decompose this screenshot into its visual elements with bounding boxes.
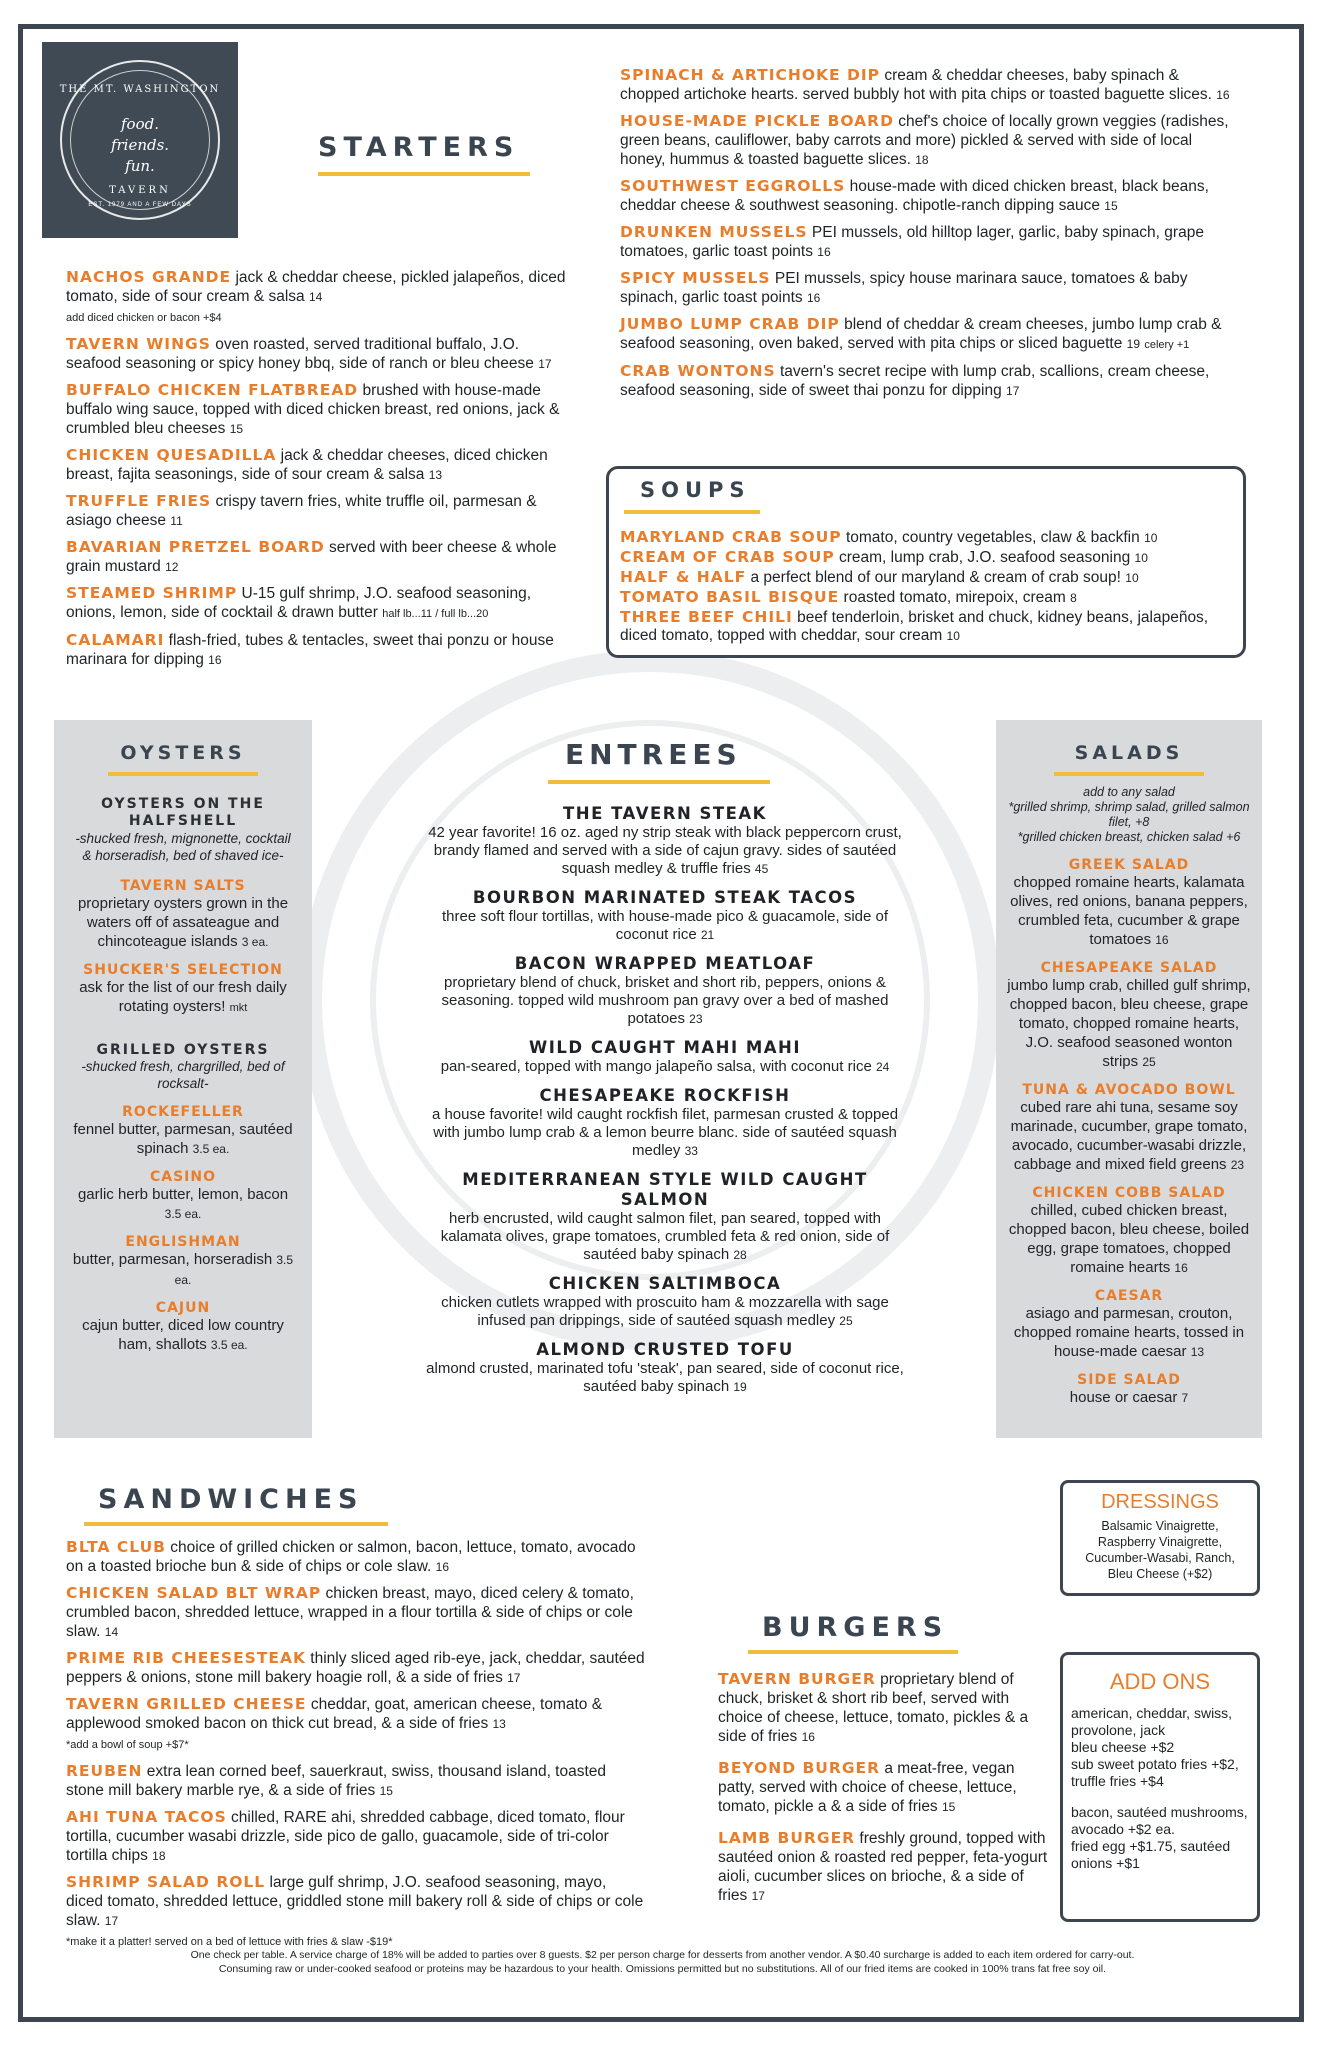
item-price: 17 [751, 1889, 765, 1903]
salad-addon-seafood: *grilled shrimp, shrimp salad, grilled salmon filet, +8 [1008, 800, 1250, 829]
item-name: THREE BEEF CHILI [620, 608, 793, 626]
entree-desc-text: 42 year favorite! 16 oz. aged ny strip steak with black peppercorn crust, brandy flamed and served with a side of cajun gravy. sides of sautéed squash medley & truffle fries [428, 824, 902, 877]
item-price: 13 [428, 468, 443, 482]
oysters-underline [108, 772, 258, 776]
logo-tagline-fun: fun. [125, 157, 155, 175]
item-desc: crispy tavern fries, white truffle oil, parmesan & asiago cheese [66, 493, 537, 529]
addon-egg-onions: fried egg +$1.75, sautéed onions +$1 [1071, 1838, 1231, 1871]
item-desc: chicken breast, mayo, diced celery & tomato, crumbled bacon, shredded lettuce, wrapped in a flour tortilla & side of chips or cole slaw. [66, 1585, 634, 1640]
item-price: 18 [152, 1849, 166, 1863]
oyster-desc-text: cajun butter, diced low country ham, shallots [82, 1317, 284, 1353]
item-price: half lb...11 / full lb...20 [382, 608, 489, 620]
oyster-desc-text: proprietary oysters grown in the waters off of assateague and chincoteague islands [77, 895, 289, 950]
item-price: 15 [942, 1800, 956, 1814]
logo-tagline-friends: friends. [110, 136, 170, 154]
oyster-name: SHUCKER'S SELECTION [83, 962, 283, 978]
menu-item [620, 269, 1240, 308]
entree-name: BOURBON MARINATED STEAK TACOS [472, 888, 858, 907]
footer-line-2: Consuming raw or under-cooked seafood or proteins may be hazardous to your health. Omissions permitted but no substitutions. All of our fried items are cooked in 100% trans fat free soy oil. [218, 1963, 1107, 1975]
entree-desc [425, 908, 905, 944]
item-price: 8 [1070, 591, 1077, 605]
item-desc: cream, lump crab, J.O. seafood seasoning [834, 549, 1135, 566]
salad-price: 16 [1155, 933, 1169, 947]
item-note: *add a bowl of soup +$7* [66, 1739, 189, 1751]
item-name: TAVERN BURGER [718, 1670, 876, 1688]
salad-addon-heading: add to any salad [1083, 785, 1175, 799]
entree-desc [425, 1058, 905, 1076]
salad-desc-text: jumbo lump crab, chilled gulf shrimp, chopped bacon, bleu cheese, grape tomato, chopped romaine hearts, J.O. seafood seasoned wonton strips [1007, 977, 1251, 1070]
item-price: 17 [538, 357, 552, 371]
entree-desc [425, 824, 905, 878]
entree-name: MEDITERRANEAN STYLE WILD CAUGHT SALMON [462, 1170, 868, 1209]
entree-price: 28 [733, 1248, 747, 1262]
oyster-price: 3.5 ea. [164, 1207, 202, 1221]
item-price: 16 [806, 291, 821, 305]
item-price: 10 [1144, 531, 1158, 545]
menu-item [620, 568, 1240, 587]
logo-bottom-text: TAVERN [109, 185, 171, 196]
item-name: HOUSE-MADE PICKLE BOARD [620, 112, 894, 130]
sandwiches-underline [84, 1522, 388, 1526]
salad-desc-text: cubed rare ahi tuna, sesame soy marinade, cucumber, grape tomato, avocado, cucumber-wasabi drizzle, cabbage and mixed field greens [1010, 1099, 1248, 1173]
entree-desc-text: herb encrusted, wild caught salmon filet, pan seared, topped with kalamata olives, grape tomatoes, crumbled feta & red onion, side of sautéed baby spinach [440, 1210, 890, 1263]
salad-desc-text: house or caesar [1069, 1389, 1182, 1406]
item-price: 15 [379, 1784, 393, 1798]
soups-underline [624, 510, 760, 514]
item-desc: flash-fried, tubes & tentacles, sweet thai ponzu or house marinara for dipping [66, 632, 554, 668]
soups-list [620, 528, 1240, 646]
logo-tagline-food: food. [121, 115, 159, 133]
item-name: JUMBO LUMP CRAB DIP [620, 315, 840, 333]
item-note: celery +1 [1144, 339, 1190, 351]
addons-box [1060, 1652, 1260, 1922]
menu-item [620, 112, 1240, 170]
entree-desc [425, 1294, 905, 1330]
menu-item [66, 268, 566, 328]
grilled-heading: GRILLED OYSTERS [96, 1042, 270, 1058]
soups-heading: SOUPS [640, 478, 751, 502]
addons-heading: ADD ONS [1109, 1669, 1211, 1694]
salad-name: CAESAR [1094, 1288, 1164, 1304]
menu-item [620, 223, 1240, 262]
oyster-desc-text: fennel butter, parmesan, sautéed spinach [73, 1121, 293, 1157]
oyster-name: CAJUN [155, 1300, 211, 1316]
salad-price: 23 [1230, 1158, 1245, 1172]
salad-name: TUNA & AVOCADO BOWL [1022, 1082, 1236, 1098]
entree-desc-text: proprietary blend of chuck, brisket and short rib, peppers, onions & seasoning. topped wild mushroom pan gravy over a bed of mashed potatoes [441, 974, 889, 1027]
item-desc: tomato, country vegetables, claw & backfin [841, 529, 1145, 546]
oyster-price: 3.5 ea. [210, 1338, 248, 1352]
sandwiches-list [66, 1538, 646, 1959]
sandwiches-heading: SANDWICHES [98, 1484, 364, 1515]
item-desc: cheddar, goat, american cheese, tomato & applewood smoked bacon on thick cut bread, & a side of fries [66, 1696, 603, 1732]
item-desc: served with beer cheese & whole grain mustard [66, 539, 557, 575]
dressings-box [1060, 1480, 1260, 1596]
item-desc: blend of cheddar & cream cheeses, jumbo lump crab & seafood seasoning, oven baked, served with pita chips or sliced baguette [620, 316, 1222, 352]
item-price: 17 [104, 1914, 119, 1928]
item-desc: extra lean corned beef, sauerkraut, swiss, thousand island, toasted stone mill bakery marble rye, & a side of fries [66, 1763, 607, 1799]
oyster-desc [72, 1316, 294, 1355]
item-price: 16 [208, 653, 222, 667]
addon-toppings: bacon, sautéed mushrooms, avocado +$2 ea. [1071, 1804, 1248, 1837]
oysters-panel [54, 720, 312, 1438]
dressings-list: Balsamic Vinaigrette, Raspberry Vinaigrette, Cucumber-Wasabi, Ranch, Bleu Cheese (+$2) [1085, 1519, 1235, 1581]
oyster-price: 3.5 ea. [174, 1253, 294, 1287]
menu-item [66, 381, 566, 439]
salads-heading: SALADS [1074, 742, 1184, 764]
menu-item [66, 1873, 646, 1952]
salad-desc [1006, 873, 1252, 950]
addon-bleu: bleu cheese +$2 [1071, 1739, 1175, 1755]
entree-desc-text: pan-seared, topped with mango jalapeño salsa, with coconut rice [440, 1058, 876, 1075]
item-desc: choice of grilled chicken or salmon, bacon, lettuce, tomato, avocado on a toasted brioche bun & side of chips or cole slaw. [66, 1539, 636, 1575]
entree-price: 21 [700, 928, 715, 942]
burgers-list [718, 1670, 1048, 1913]
addon-cheeses: american, cheddar, swiss, provolone, jack [1071, 1705, 1233, 1738]
footer-line-1: One check per table. A service charge of 18% will be added to parties over 8 guests. $2 per person charge for desserts from another vendor. A $0.40 surcharge is added to each item ordered for carry-out. [190, 1949, 1135, 1961]
item-name: MARYLAND CRAB SOUP [620, 528, 842, 546]
oysters-heading: OYSTERS [120, 742, 246, 764]
oyster-desc [72, 978, 294, 1018]
salad-name: CHICKEN COBB SALAD [1032, 1185, 1226, 1201]
item-price: 16 [801, 1730, 815, 1744]
entree-price: 23 [689, 1012, 703, 1026]
salad-addon-chicken: *grilled chicken breast, chicken salad +6 [1017, 830, 1241, 844]
entree-desc-text: three soft flour tortillas, with house-made pico & guacamole, side of coconut rice [441, 908, 889, 943]
menu-item [620, 608, 1240, 645]
item-price: 16 [817, 245, 831, 259]
item-price: 18 [915, 153, 929, 167]
menu-item [620, 66, 1240, 105]
item-name: BEYOND BURGER [718, 1759, 881, 1777]
entree-name: CHESAPEAKE ROCKFISH [539, 1086, 791, 1105]
oyster-price: mkt [229, 1002, 248, 1014]
salad-name: CHESAPEAKE SALAD [1040, 960, 1218, 976]
item-desc: roasted tomato, mirepoix, cream [839, 589, 1071, 606]
item-price: 10 [1125, 571, 1139, 585]
item-desc: jack & cheddar cheeses, diced chicken breast, fajita seasonings, side of sour cream & salsa [66, 447, 548, 483]
item-name: CHICKEN QUESADILLA [66, 446, 277, 464]
item-name: CHICKEN SALAD BLT WRAP [66, 1584, 322, 1602]
menu-item [66, 335, 566, 374]
salad-price: 25 [1142, 1055, 1156, 1069]
oyster-name: ROCKEFELLER [122, 1104, 244, 1120]
item-desc: house-made with diced chicken breast, black beans, cheddar cheese & southwest seasoning. chipotle-ranch dipping sauce [620, 178, 1209, 214]
item-name: TRUFFLE FRIES [66, 492, 212, 510]
item-desc: large gulf shrimp, J.O. seafood seasoning, mayo, diced tomato, shredded lettuce, griddled stone mill bakery roll & side of chips or cole slaw. [66, 1874, 644, 1929]
entree-name: BACON WRAPPED MEATLOAF [514, 954, 816, 973]
item-desc: tavern's secret recipe with lump crab, scallions, cream cheese, seafood seasoning, side of sweet thai ponzu for dipping [620, 363, 1210, 399]
item-name: BLTA CLUB [66, 1538, 166, 1556]
entrees-underline [548, 780, 770, 784]
item-desc: brushed with house-made buffalo wing sauce, topped with diced chicken breast, red onions, jack & crumbled bleu cheeses [66, 382, 560, 437]
item-price: 11 [170, 514, 183, 528]
entree-desc [425, 1360, 905, 1396]
item-name: SHRIMP SALAD ROLL [66, 1873, 266, 1891]
logo-top-text: THE MT. WASHINGTON [59, 84, 221, 95]
burgers-heading: BURGERS [762, 1612, 949, 1643]
entree-name: WILD CAUGHT MAHI MAHI [529, 1038, 801, 1057]
item-note: *make it a platter! served on a bed of lettuce with fries & slaw -$19* [66, 1936, 393, 1948]
entree-price: 19 [733, 1380, 747, 1394]
entree-desc-text: chicken cutlets wrapped with proscuito ham & mozzarella with sage infused pan drippings, side of sautéed squash medley [441, 1294, 889, 1329]
starters-left-list [66, 268, 566, 677]
item-price: 16 [435, 1560, 449, 1574]
oyster-name: TAVERN SALTS [120, 878, 246, 894]
salad-desc [1006, 1388, 1252, 1408]
item-name: REUBEN [66, 1762, 143, 1780]
item-name: DRUNKEN MUSSELS [620, 223, 808, 241]
starters-right-list [620, 66, 1240, 408]
menu-item [620, 315, 1240, 355]
item-price: 15 [229, 422, 244, 436]
entree-name: CHICKEN SALTIMBOCA [548, 1274, 782, 1293]
menu-item [66, 1808, 646, 1866]
menu-item [620, 177, 1240, 216]
item-name: AHI TUNA TACOS [66, 1808, 227, 1826]
menu-item [66, 1695, 646, 1755]
menu-item [620, 588, 1240, 607]
item-desc: beef tenderloin, brisket and chuck, kidney beans, jalapeños, diced tomato, topped with cheddar, sour cream [620, 609, 1209, 644]
entree-desc-text: almond crusted, marinated tofu 'steak', pan seared, side of coconut rice, sautéed baby spinach [426, 1360, 904, 1395]
oyster-desc-text: garlic herb butter, lemon, bacon [77, 1186, 289, 1203]
logo-est-text: EST. 1979 AND A FEW DAYS [88, 202, 192, 208]
salad-name: GREEK SALAD [1068, 857, 1190, 873]
entree-price: 24 [875, 1060, 890, 1074]
item-desc: proprietary blend of chuck, brisket & short rib beef, served with choice of cheese, lettuce, tomato, pickles & a side of fries [718, 1671, 1029, 1745]
item-desc: a perfect blend of our maryland & cream of crab soup! [746, 569, 1126, 586]
item-note: add diced chicken or bacon +$4 [66, 312, 222, 324]
item-name: SPICY MUSSELS [620, 269, 771, 287]
menu-item [718, 1759, 1048, 1817]
item-price: 14 [308, 290, 323, 304]
menu-item [66, 1762, 646, 1801]
salads-underline [1054, 772, 1204, 776]
oyster-desc-text: ask for the list of our fresh daily rotating oysters! [79, 979, 287, 1015]
entree-price: 25 [839, 1314, 853, 1328]
item-name: NACHOS GRANDE [66, 268, 232, 286]
item-price: 16 [1216, 88, 1230, 102]
menu-item [66, 1649, 646, 1688]
oyster-desc [72, 1250, 294, 1290]
starters-heading: STARTERS [318, 132, 520, 163]
salads-panel [996, 720, 1262, 1438]
item-price: 17 [507, 1671, 521, 1685]
burgers-underline [748, 1650, 958, 1654]
addon-fries: sub sweet potato fries +$2, truffle fries +$4 [1071, 1756, 1239, 1789]
item-name: PRIME RIB CHEESESTEAK [66, 1649, 306, 1667]
oyster-price: 3.5 ea. [192, 1142, 230, 1156]
menu-item [66, 584, 566, 624]
entree-desc [425, 1210, 905, 1264]
dressings-heading: DRESSINGS [1101, 1491, 1219, 1513]
item-name: CRAB WONTONS [620, 362, 776, 380]
menu-item [718, 1829, 1048, 1906]
grilled-subtitle: -shucked fresh, chargrilled, bed of rocksalt- [81, 1059, 285, 1091]
menu-item [66, 631, 566, 670]
logo-tagline [42, 114, 238, 177]
salad-price: 13 [1190, 1345, 1205, 1359]
item-price: 15 [1104, 199, 1118, 213]
oyster-price: 3 ea. [241, 935, 269, 949]
item-price: 12 [165, 560, 179, 574]
entree-name: THE TAVERN STEAK [563, 804, 767, 823]
item-name: CREAM OF CRAB SOUP [620, 548, 835, 566]
entree-desc [425, 1106, 905, 1160]
salad-desc [1006, 976, 1252, 1072]
item-name: SOUTHWEST EGGROLLS [620, 177, 846, 195]
menu-item [620, 548, 1240, 567]
item-price: 10 [946, 629, 960, 643]
item-price: 19 [1126, 337, 1141, 351]
menu-item [66, 1584, 646, 1642]
item-name: HALF & HALF [620, 568, 747, 586]
entree-desc-text: a house favorite! wild caught rockfish filet, parmesan crusted & topped with jumbo lump crab & a lemon beurre blanc. side of sautéed squash medley [431, 1106, 899, 1159]
salad-desc [1006, 1098, 1252, 1175]
item-price: 17 [1006, 384, 1020, 398]
item-desc: PEI mussels, old hilltop lager, garlic, baby spinach, grape tomatoes, garlic toast points [620, 224, 1204, 260]
addons-list [1063, 1695, 1257, 1872]
salad-desc-text: chopped romaine hearts, kalamata olives, red onions, banana peppers, crumbled feta, cucumber & grape tomatoes [1010, 874, 1248, 948]
menu-item [66, 492, 566, 531]
salad-desc-text: asiago and parmesan, crouton, chopped romaine hearts, tossed in house-made caesar [1013, 1305, 1245, 1360]
oyster-desc [72, 1120, 294, 1159]
menu-item [66, 446, 566, 485]
salad-desc [1006, 1201, 1252, 1278]
starters-underline [318, 172, 530, 176]
item-name: TOMATO BASIL BISQUE [620, 588, 840, 606]
item-desc: a meat-free, vegan patty, served with choice of cheese, lettuce, tomato, pickle a & a side of fries [718, 1760, 1017, 1815]
salad-price: 16 [1174, 1261, 1188, 1275]
menu-item [66, 1538, 646, 1577]
menu-item [718, 1670, 1048, 1747]
item-name: SPINACH & ARTICHOKE DIP [620, 66, 881, 84]
menu-item [66, 538, 566, 577]
item-name: CALAMARI [66, 631, 165, 649]
salad-desc-text: chilled, cubed chicken breast, chopped bacon, bleu cheese, boiled egg, grape tomatoes, chopped romaine hearts [1008, 1202, 1250, 1276]
item-desc: oven roasted, served traditional buffalo, J.O. seafood seasoning or spicy honey bbq, side of ranch or bleu cheese [66, 336, 539, 372]
salad-desc [1006, 1304, 1252, 1362]
menu-item [620, 362, 1240, 401]
entree-name: ALMOND CRUSTED TOFU [536, 1340, 794, 1359]
item-name: LAMB BURGER [718, 1829, 856, 1847]
item-name: BUFFALO CHICKEN FLATBREAD [66, 381, 359, 399]
item-name: TAVERN WINGS [66, 335, 211, 353]
oyster-name: ENGLISHMAN [125, 1234, 241, 1250]
entree-desc [425, 974, 905, 1028]
item-desc: U-15 gulf shrimp, J.O. seafood seasoning, onions, lemon, side of cocktail & drawn butter [66, 585, 532, 621]
item-price: 13 [492, 1717, 506, 1731]
tavern-logo [42, 42, 238, 238]
oyster-desc-text: butter, parmesan, horseradish [72, 1251, 277, 1268]
item-desc: PEI mussels, spicy house marinara sauce, tomatoes & baby spinach, garlic toast points [620, 270, 1188, 306]
oyster-desc [72, 894, 294, 952]
item-desc: cream & cheddar cheeses, baby spinach & chopped artichoke hearts. served bubbly hot with pita chips or toasted baguette slices. [620, 67, 1217, 103]
halfshell-subtitle: -shucked fresh, mignonette, cocktail & horseradish, bed of shaved ice- [75, 831, 291, 863]
salad-price: 7 [1181, 1391, 1189, 1405]
entrees-heading: ENTREES [565, 738, 742, 771]
item-desc: chilled, RARE ahi, shredded cabbage, diced tomato, flour tortilla, cucumber wasabi drizzle, side pico de gallo, guacamole, side of tri-color tortilla chips [66, 1809, 625, 1864]
item-name: TAVERN GRILLED CHEESE [66, 1695, 307, 1713]
item-price: 14 [104, 1625, 119, 1639]
item-desc: chef's choice of locally grown veggies (radishes, green beans, cauliflower, baby carrots and more) pickled & served with side of local honey, hummus & toasted baguette slices. [620, 113, 1229, 168]
entree-price: 33 [684, 1144, 698, 1158]
entree-price: 45 [754, 862, 769, 876]
item-price: 10 [1134, 551, 1148, 565]
item-desc: jack & cheddar cheese, pickled jalapeños, diced tomato, side of sour cream & salsa [66, 269, 566, 305]
oyster-desc [72, 1185, 294, 1224]
oyster-name: CASINO [149, 1169, 217, 1185]
item-name: STEAMED SHRIMP [66, 584, 238, 602]
salad-name: SIDE SALAD [1077, 1372, 1181, 1388]
item-desc: thinly sliced aged rib-eye, jack, cheddar, sautéed peppers & onions, stone mill bakery hoagie roll, & a side of fries [66, 1650, 645, 1686]
menu-item [620, 528, 1240, 547]
halfshell-heading: OYSTERS ON THE HALFSHELL [101, 796, 265, 829]
entrees-list [425, 804, 905, 1406]
item-name: BAVARIAN PRETZEL BOARD [66, 538, 325, 556]
footer-notes [60, 1948, 1265, 1976]
item-desc: freshly ground, topped with sautéed onion & roasted red pepper, feta-yogurt aioli, cucumber slices on brioche, & a side of fries [718, 1830, 1048, 1904]
